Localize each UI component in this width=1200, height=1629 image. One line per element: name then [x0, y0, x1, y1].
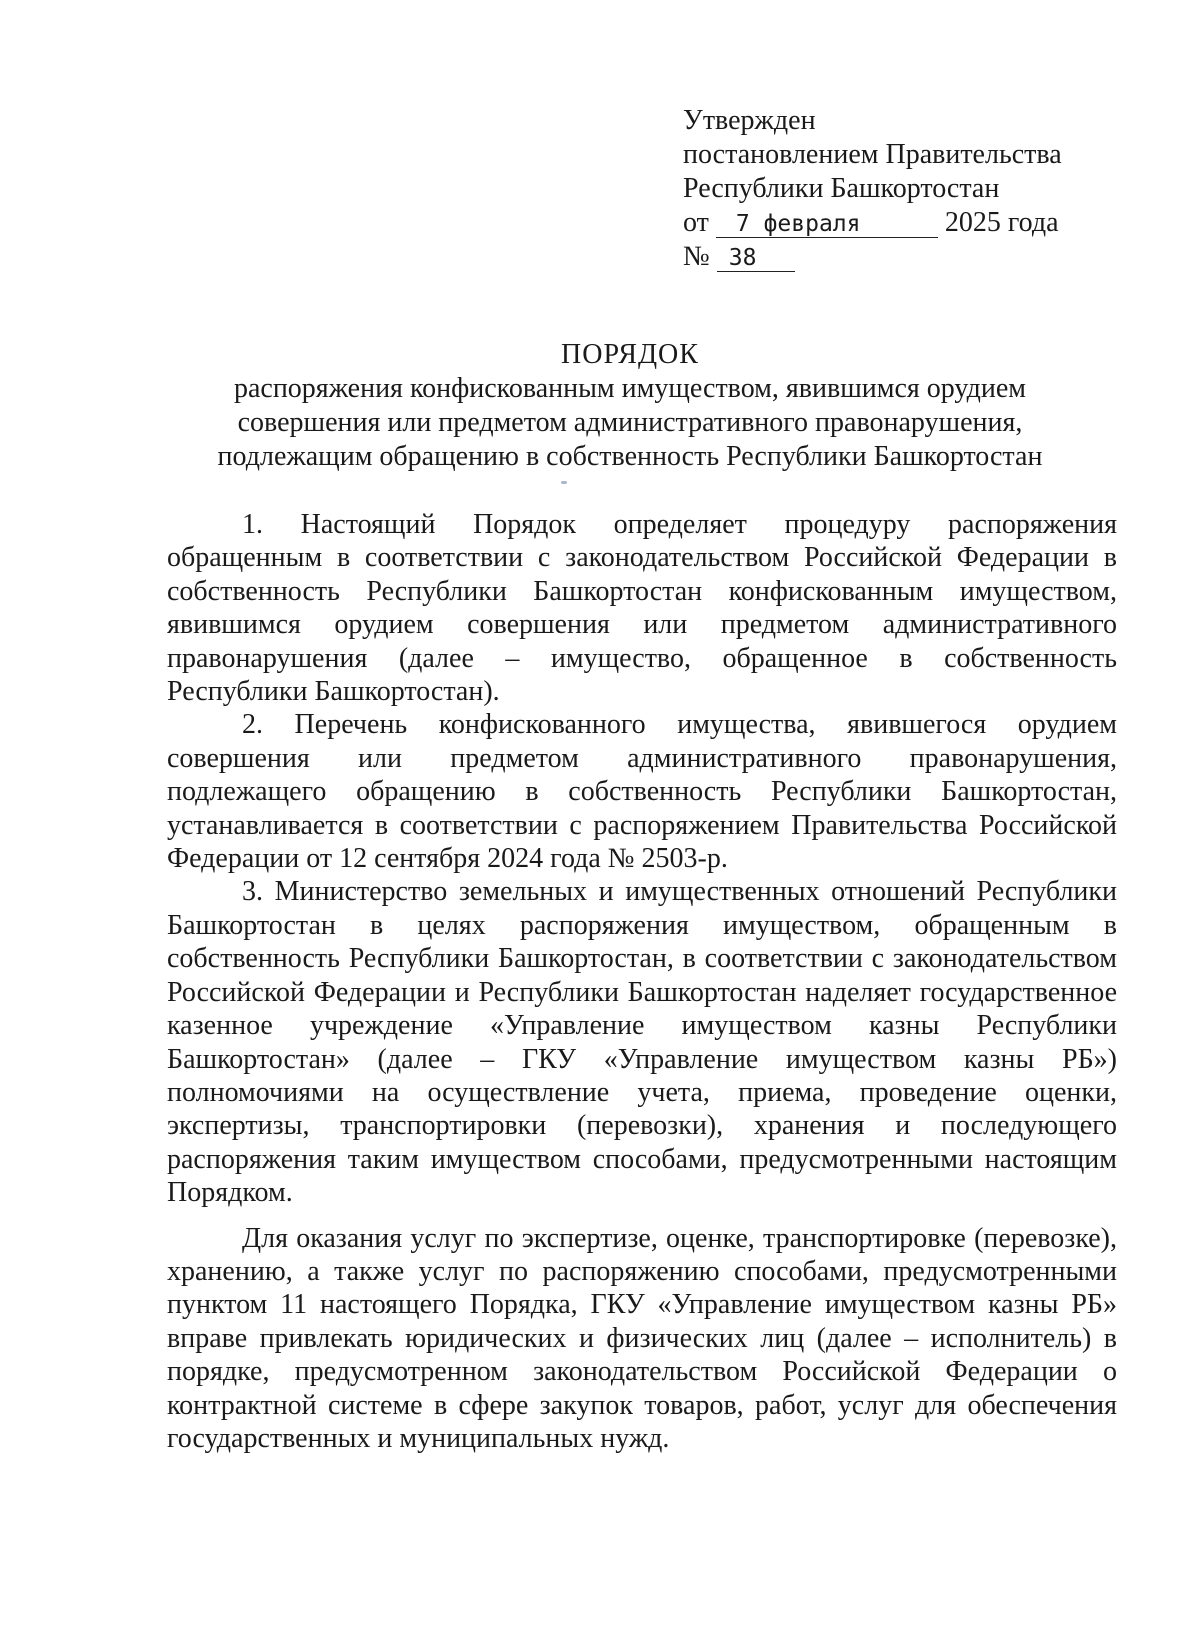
approval-line-republic: Республики Башкортостан — [683, 173, 1000, 204]
paragraph-2: 2. Перечень конфискованного имущества, явившегося орудием совершения или предметом административного правонарушения, подлежащего обращению в собственность Республики Башкортостан, устанавливается в соответствии с распоряжением Правительства Российской Федерации от 12 сентября 2024 года № 2503-р. — [167, 709, 1117, 875]
approval-date-line — [683, 206, 1143, 240]
number-prefix: № — [683, 241, 710, 272]
scan-speck — [561, 481, 567, 484]
document-title-block — [160, 338, 1100, 474]
paragraph-3-continuation: Для оказания услуг по экспертизе, оценке, транспортировке (перевозке), хранению, а также услуг по распоряжению способами, предусмотренными пунктом 11 настоящего Порядка, ГКУ «Управление имуществом казны РБ» вправе привлекать юридических и физических лиц (далее – исполнитель) в порядке, предусмотренном законодательством Российской Федерации о контрактной системе в сфере закупок товаров, работ, услуг для обеспечения государственных и муниципальных нужд. — [167, 1222, 1117, 1454]
document-body — [167, 508, 1117, 1455]
date-suffix: 2025 года — [944, 207, 1059, 238]
date-handwritten-value: 7 февраля — [716, 211, 938, 238]
approval-stamp-block — [683, 104, 1143, 274]
number-handwritten-value: 38 — [717, 245, 795, 272]
approval-line-decree: постановлением Правительства — [683, 139, 1062, 170]
document-title: ПОРЯДОК — [561, 339, 699, 370]
document-subtitle: распоряжения конфискованным имуществом, явившимся орудием совершения или предметом административного правонарушения, подлежащим обращению в собственность Республики Башкортостан — [217, 373, 1043, 472]
paragraph-1: 1. Настоящий Порядок определяет процедуру распоряжения обращенным в соответствии с законодательством Российской Федерации в собственность Республики Башкортостан конфискованным имуществом, явившимся орудием совершения или предметом административного правонарушения (далее – имущество, обращенное в собственность Республики Башкортостан). — [167, 509, 1117, 708]
paragraph-3: 3. Министерство земельных и имущественных отношений Республики Башкортостан в целях распоряжения имуществом, обращенным в собственность Республики Башкортостан, в соответствии с законодательством Российской Федерации и Республики Башкортостан наделяет государственное казенное учреждение «Управление имуществом казны Республики Башкортостан» (далее – ГКУ «Управление имуществом казны РБ») полномочиями на осуществление учета, приема, проведение оценки, экспертизы, транспортировки (перевозки), хранения и последующего распоряжения таким имуществом способами, предусмотренными настоящим Порядком. — [167, 876, 1117, 1209]
approval-line-approved: Утвержден — [683, 105, 816, 136]
date-prefix: от — [683, 207, 709, 238]
approval-number-line — [683, 240, 1143, 274]
